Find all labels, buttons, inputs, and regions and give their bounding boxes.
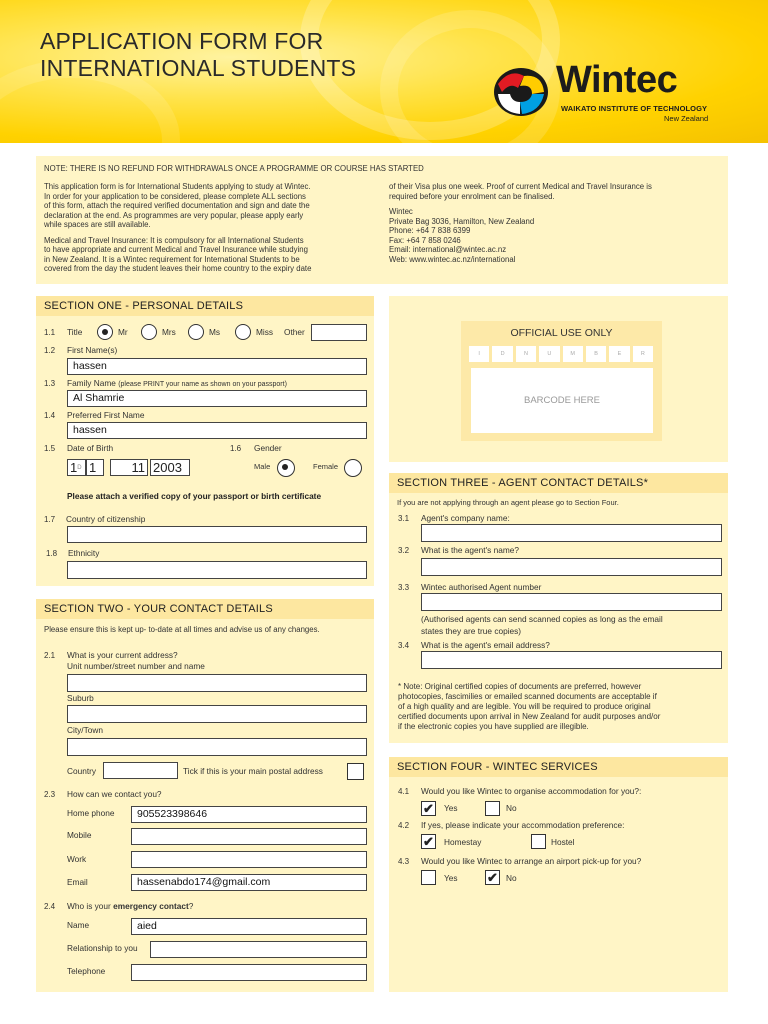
q-number: 4.1 <box>398 787 410 796</box>
postal-tick-label: Tick if this is your main postal address <box>183 766 323 776</box>
relationship-label: Relationship to you <box>67 943 138 953</box>
dob-day-hint: D <box>77 465 82 472</box>
footnote-line: photocopies, fascimilies or emailed scanned documents are acceptable if <box>398 692 657 701</box>
street-address-field[interactable] <box>67 674 367 692</box>
dob-year-field[interactable]: 2003 <box>150 459 190 476</box>
intro-line: of this form, attach the required verified documentation and sign and date the <box>44 201 310 210</box>
q-number: 3.1 <box>398 514 410 523</box>
suburb-field[interactable] <box>67 705 367 723</box>
title-radio-ms[interactable] <box>188 324 204 340</box>
insurance-line: of their Visa plus one week. Proof of current Medical and Travel Insurance is <box>389 182 652 191</box>
passport-note: Please attach a verified copy of your passport or birth certificate <box>67 491 322 501</box>
title-option-label: Mr <box>118 327 128 337</box>
insurance-line: Medical and Travel Insurance: It is compulsory for all International Students <box>44 235 304 245</box>
citizenship-label: Country of citizenship <box>66 514 146 524</box>
address-line: Wintec <box>389 207 413 216</box>
mobile-field[interactable] <box>131 828 367 845</box>
logo-country: New Zealand <box>664 114 709 123</box>
address-line: Web: www.wintec.ac.nz/international <box>389 254 516 264</box>
section-two-heading: SECTION TWO - YOUR CONTACT DETAILS <box>36 599 374 619</box>
dob-day-1-value: 1 <box>70 460 78 475</box>
accommodation-no-checkbox[interactable] <box>485 801 500 816</box>
homestay-label: Homestay <box>444 837 482 847</box>
preferred-name-label: Preferred First Name <box>67 410 145 420</box>
title-radio-mr[interactable] <box>97 324 113 340</box>
section-three-heading: SECTION THREE - AGENT CONTACT DETAILS* <box>389 473 728 493</box>
gender-male-radio[interactable] <box>277 459 295 477</box>
intro-line: This application form is for International Students applying to study at Wintec. <box>44 182 311 191</box>
section-one-heading: SECTION ONE - PERSONAL DETAILS <box>36 296 374 316</box>
q-number: 1.1 <box>44 328 56 337</box>
agent-email-label: What is the agent's email address? <box>421 640 550 650</box>
hostel-checkbox[interactable] <box>531 834 546 849</box>
home-phone-field[interactable]: 905523398646 <box>131 806 367 823</box>
title-radio-miss[interactable] <box>235 324 251 340</box>
city-label: City/Town <box>67 725 103 735</box>
logo-wordmark: Wintec <box>556 59 678 101</box>
yes-label: Yes <box>444 803 458 813</box>
work-phone-field[interactable] <box>131 851 367 868</box>
pickup-no-checkbox[interactable]: ✔ <box>485 870 500 885</box>
id-letter-box: M <box>563 346 583 362</box>
family-name-field[interactable]: Al Shamrie <box>67 390 367 407</box>
emergency-q-text: Who is your <box>67 901 114 911</box>
ethnicity-field[interactable] <box>67 561 367 579</box>
country-label: Country <box>67 766 97 776</box>
id-letter-box: E <box>609 346 629 362</box>
accommodation-yes-checkbox[interactable]: ✔ <box>421 801 436 816</box>
q-number: 1.2 <box>44 346 56 355</box>
email-label: Email <box>67 877 88 887</box>
footnote-line: if the electronic copies you have supplied are illegible. <box>398 722 589 731</box>
q-number: 2.4 <box>44 902 56 911</box>
id-letter-box: N <box>516 346 536 362</box>
barcode-area: BARCODE HERE <box>471 368 653 433</box>
q-number: 3.2 <box>398 546 410 555</box>
intro-line: declaration at the end. As programmes are very popular, please apply early <box>44 210 304 220</box>
pickup-question: Would you like Wintec to arrange an airport pick-up for you? <box>421 856 642 866</box>
first-names-label: First Name(s) <box>67 345 118 355</box>
address-line: Phone: +64 7 838 6399 <box>389 226 471 235</box>
q-number: 1.4 <box>44 411 56 420</box>
first-names-field[interactable]: hassen <box>67 358 367 375</box>
unit-label: Unit number/street number and name <box>67 661 205 671</box>
refund-note: NOTE: THERE IS NO REFUND FOR WITHDRAWALS ONCE A PROGRAMME OR COURSE HAS STARTED <box>44 164 424 173</box>
footnote-line: of a high quality and are legible. You will be required to produce original <box>398 702 651 711</box>
citizenship-field[interactable] <box>67 526 367 543</box>
agent-company-field[interactable] <box>421 524 722 542</box>
insurance-line: in New Zealand. It is a Wintec requirement for International Students to be <box>44 254 300 264</box>
q-number: 2.1 <box>44 651 56 660</box>
no-label: No <box>506 803 517 813</box>
title-line-2: INTERNATIONAL STUDENTS <box>40 55 357 81</box>
logo-tagline: WAIKATO INSTITUTE OF TECHNOLOGY <box>561 104 708 113</box>
title-option-label: Miss <box>256 327 274 337</box>
agent-number-field[interactable] <box>421 593 722 611</box>
title-other-label: Other <box>284 327 305 337</box>
family-name-hint: (please PRINT your name as shown on your passport) <box>118 381 287 388</box>
telephone-label: Telephone <box>67 966 106 976</box>
agent-name-label: What is the agent's name? <box>421 545 519 555</box>
wintec-logo-icon <box>490 64 552 120</box>
footnote-line: * Note: Original certified copies of documents are preferred, however <box>398 682 642 691</box>
q-number: 4.2 <box>398 821 410 830</box>
official-use-heading: OFFICIAL USE ONLY <box>510 327 613 339</box>
authorised-note-1: (Authorised agents can send scanned copies as long as the email <box>421 614 663 624</box>
emergency-q-end: ? <box>188 901 194 911</box>
q-number: 2.3 <box>44 790 56 799</box>
city-field[interactable] <box>67 738 367 756</box>
contact-question: How can we contact you? <box>67 789 162 799</box>
accommodation-question: Would you like Wintec to organise accommodation for you?: <box>421 786 642 796</box>
title-label: Title <box>67 327 83 337</box>
q-number: 1.6 <box>230 444 242 453</box>
address-question: What is your current address? <box>67 650 178 660</box>
hostel-label: Hostel <box>551 837 575 847</box>
id-letter-box: R <box>633 346 653 362</box>
id-number-boxes <box>469 346 653 362</box>
work-phone-label: Work <box>67 854 87 864</box>
page-title <box>40 28 356 82</box>
gender-female-radio[interactable] <box>344 459 362 477</box>
emergency-name-label: Name <box>67 920 90 930</box>
q-number: 3.4 <box>398 641 410 650</box>
title-line-1: APPLICATION FORM FOR <box>40 28 324 54</box>
intro-line: while spaces are still available. <box>44 220 151 229</box>
q-number: 3.3 <box>398 583 410 592</box>
ethnicity-label: Ethnicity <box>68 548 100 558</box>
authorised-note-2: states they are true copies) <box>421 626 522 636</box>
q-number: 1.8 <box>46 549 58 558</box>
q-number: 1.3 <box>44 379 56 388</box>
preference-question: If yes, please indicate your accommodation preference: <box>421 820 625 830</box>
address-line: Fax: +64 7 858 0246 <box>389 235 461 245</box>
relationship-field[interactable] <box>150 941 367 958</box>
section-two-subtext: Please ensure this is kept up- to-date at all times and advise us of any changes. <box>44 625 320 634</box>
title-option-label: Mrs <box>162 327 176 337</box>
agent-number-label: Wintec authorised Agent number <box>421 582 542 592</box>
insurance-line: covered from the day the student leaves their home country to the expiry date <box>44 264 312 273</box>
no-label: No <box>506 873 517 883</box>
home-phone-label: Home phone <box>67 808 115 818</box>
section-four-heading: SECTION FOUR - WINTEC SERVICES <box>389 757 728 777</box>
intro-text-right <box>389 182 724 264</box>
dob-day-1-field[interactable] <box>67 459 86 476</box>
q-number: 1.7 <box>44 515 56 524</box>
title-radio-mrs[interactable] <box>141 324 157 340</box>
id-letter-box: U <box>539 346 559 362</box>
agent-name-field[interactable] <box>421 558 722 576</box>
dob-day-2-field[interactable]: 1 <box>86 459 104 476</box>
country-field[interactable] <box>103 762 178 779</box>
footnote-line: certified documents upon arrival in New Zealand for audit purposes and/or <box>398 712 661 721</box>
postal-address-checkbox[interactable] <box>347 763 364 780</box>
address-line: Email: international@wintec.ac.nz <box>389 245 507 254</box>
gender-label: Gender <box>254 443 282 453</box>
q-number: 4.3 <box>398 857 410 866</box>
dob-label: Date of Birth <box>67 443 114 453</box>
emergency-name-field[interactable]: aied <box>131 918 367 935</box>
address-line: Private Bag 3036, Hamilton, New Zealand <box>389 216 535 226</box>
id-letter-box: I <box>469 346 489 362</box>
emergency-question <box>67 901 193 911</box>
agent-company-label: Agent's company name: <box>421 513 510 523</box>
mobile-label: Mobile <box>67 830 92 840</box>
gender-male-label: Male <box>254 462 271 471</box>
id-letter-box: B <box>586 346 606 362</box>
pickup-yes-checkbox[interactable] <box>421 870 436 885</box>
agent-email-field[interactable] <box>421 651 722 669</box>
family-name-label-text: Family Name <box>67 378 116 388</box>
dob-month-field[interactable]: 11 <box>110 459 148 476</box>
intro-text <box>44 182 384 274</box>
insurance-line: required before your enrolment can be finalised. <box>389 191 555 201</box>
family-name-label <box>67 378 287 388</box>
yes-label: Yes <box>444 873 458 883</box>
section-three-subtext: If you are not applying through an agent please go to Section Four. <box>397 498 619 507</box>
email-field[interactable]: hassenabdo174@gmail.com <box>131 874 367 891</box>
title-other-field[interactable] <box>311 324 367 341</box>
title-option-label: Ms <box>209 327 221 337</box>
q-number: 1.5 <box>44 444 56 453</box>
preferred-name-field[interactable]: hassen <box>67 422 367 439</box>
intro-line: In order for your application to be considered, please complete ALL sections <box>44 191 306 201</box>
suburb-label: Suburb <box>67 693 94 703</box>
homestay-checkbox[interactable]: ✔ <box>421 834 436 849</box>
emergency-q-bold: emergency contact <box>113 901 189 911</box>
documents-footnote <box>398 682 724 732</box>
emergency-telephone-field[interactable] <box>131 964 367 981</box>
id-letter-box: D <box>492 346 512 362</box>
insurance-line: to have appropriate and current Medical and Travel Insurance while studying <box>44 245 308 254</box>
gender-female-label: Female <box>313 462 339 471</box>
